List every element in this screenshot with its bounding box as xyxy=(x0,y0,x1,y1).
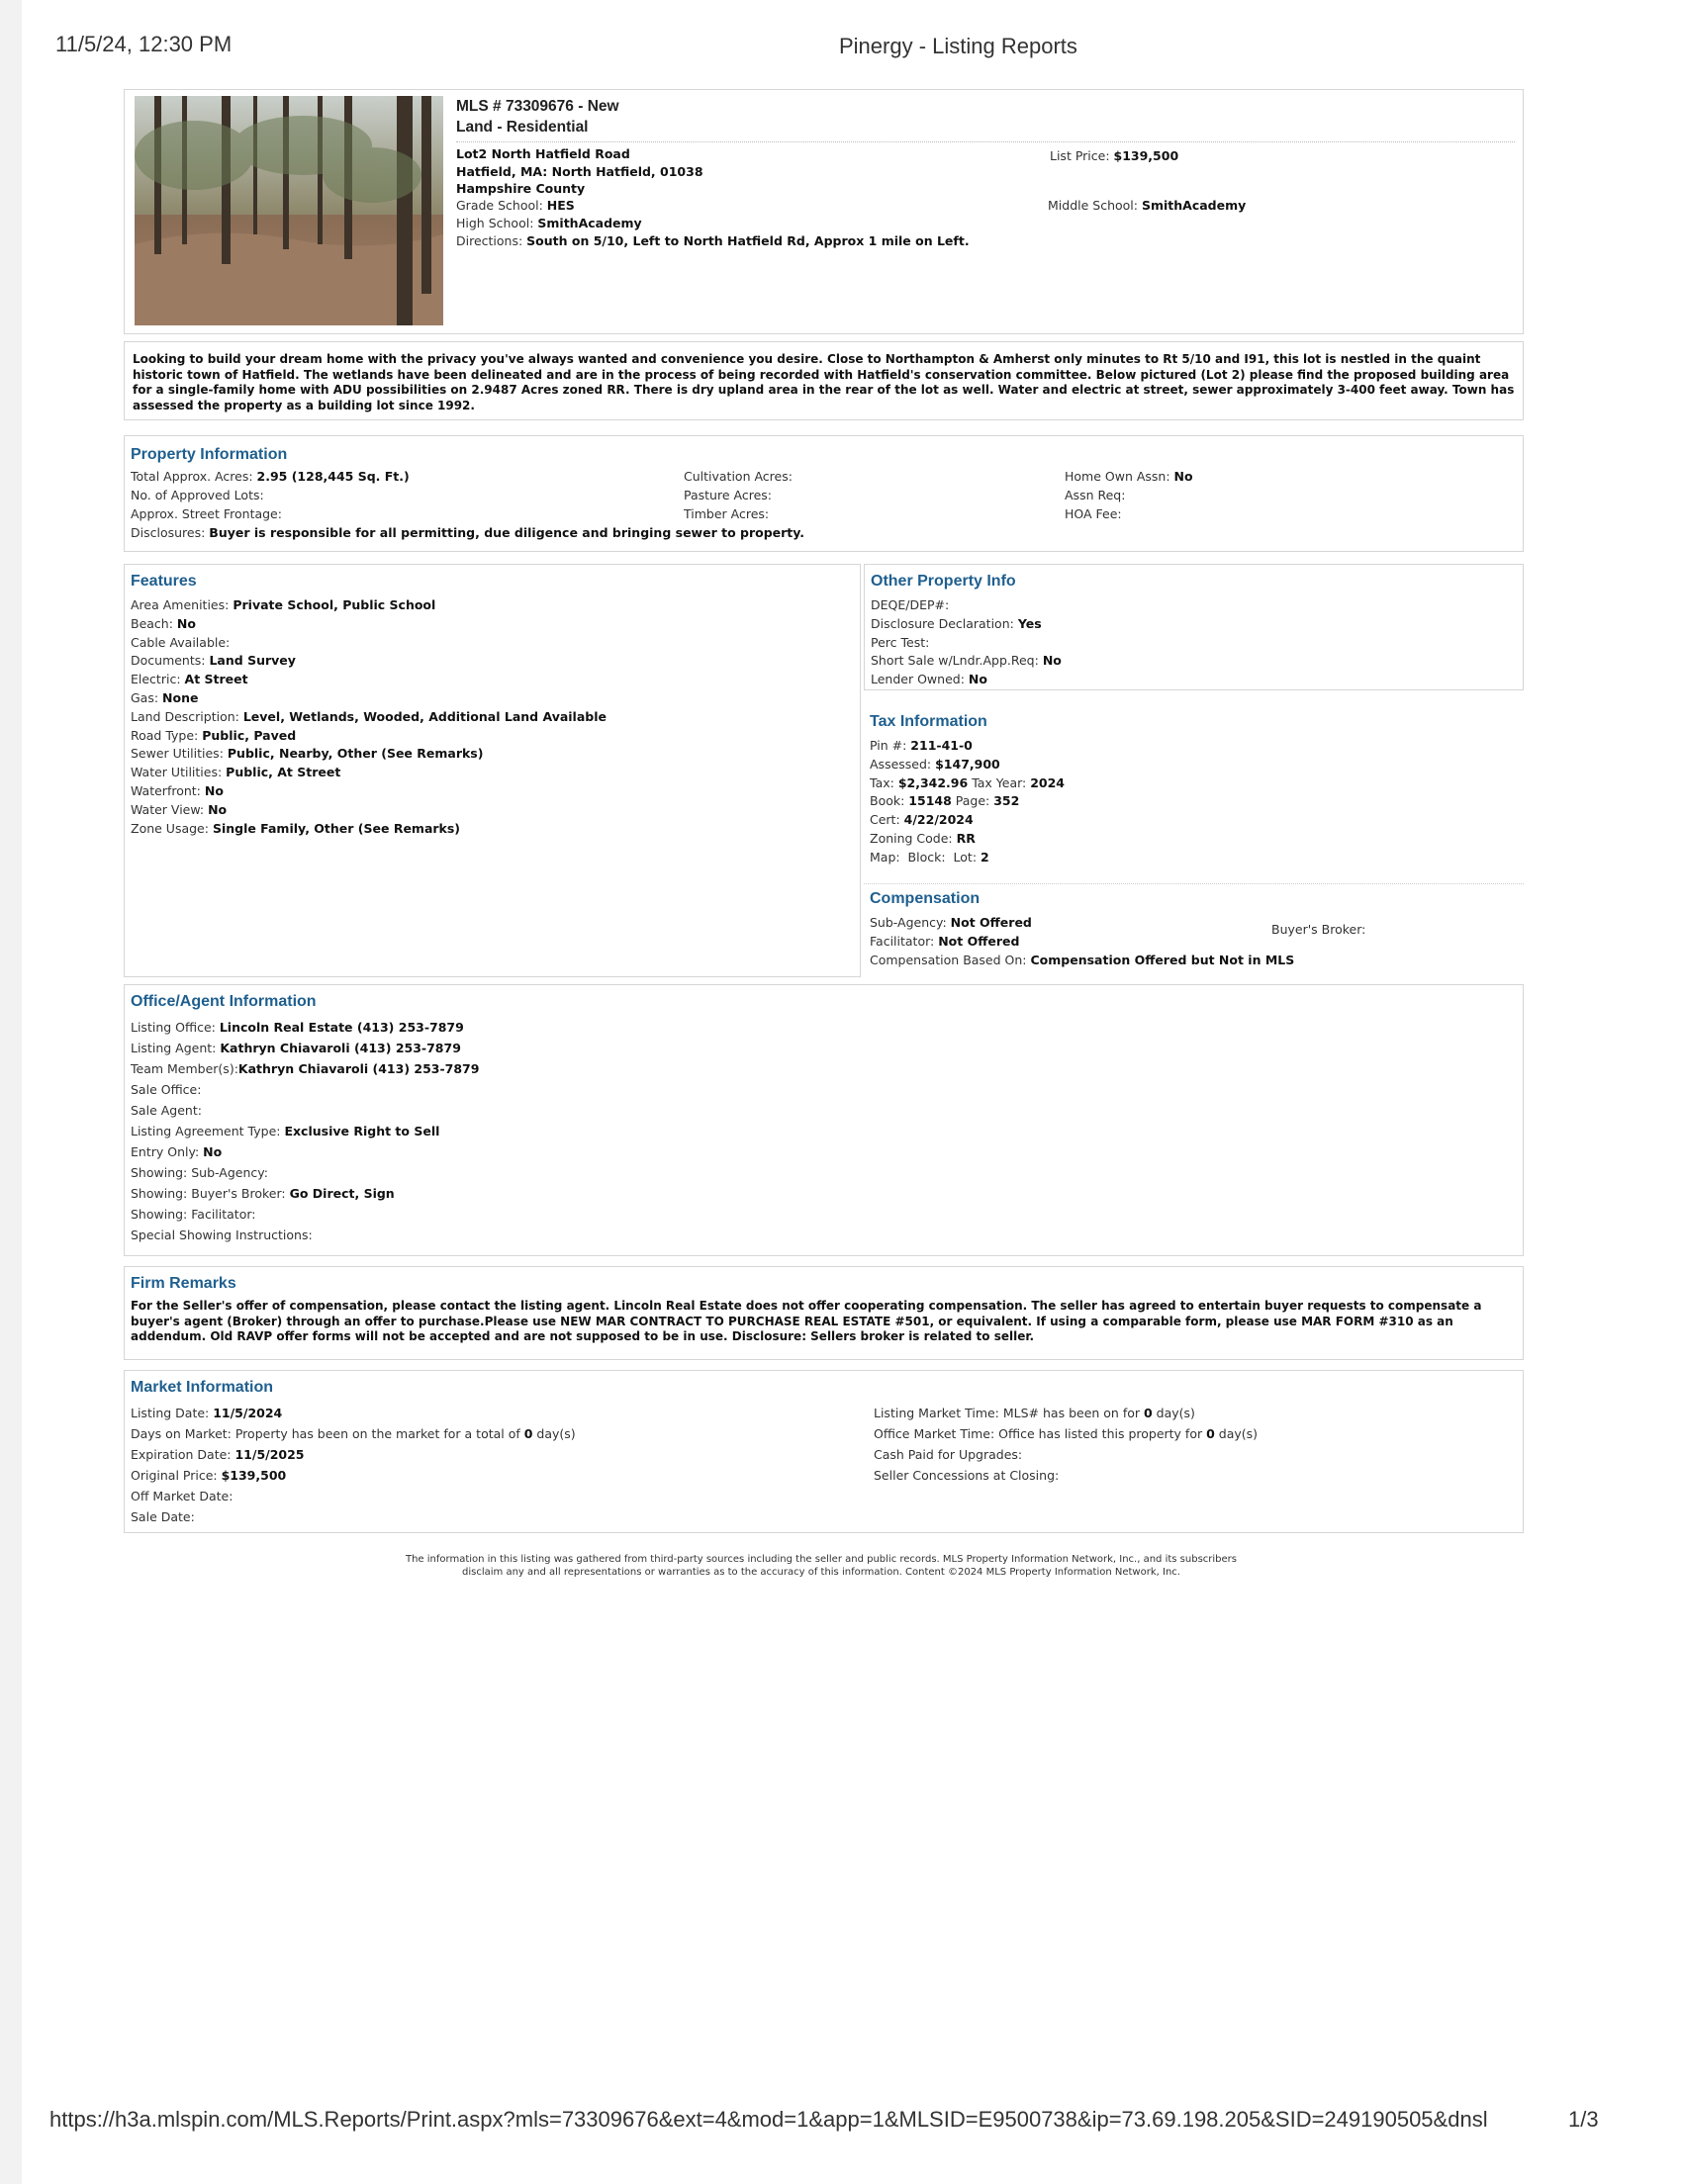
property-field: Pasture Acres: xyxy=(684,487,772,502)
office-agent-information xyxy=(124,984,1524,1256)
field-row: Land Description: Level, Wetlands, Wooded, Additional Land Available xyxy=(131,708,607,724)
field-row: Road Type: Public, Paved xyxy=(131,727,297,743)
field-row: Short Sale w/Lndr.App.Req: No xyxy=(871,653,1062,669)
address-line-2: Hatfield, MA: North Hatfield, 01038 xyxy=(456,163,703,179)
property-field: No. of Approved Lots: xyxy=(131,487,264,502)
property-photo xyxy=(135,96,443,325)
office-market-time: Office Market Time: Office has listed this property for 0 day(s) xyxy=(874,1426,1259,1441)
field-row: Water View: No xyxy=(131,801,228,817)
field-row: Cable Available: xyxy=(131,634,231,650)
field-row: Gas: None xyxy=(131,689,199,705)
tax-information xyxy=(864,707,1524,873)
print-datetime: 11/5/24, 12:30 PM xyxy=(55,32,233,56)
field-row: Sale Agent: xyxy=(131,1103,202,1118)
field-row: Waterfront: No xyxy=(131,782,224,798)
property-field: Timber Acres: xyxy=(684,505,770,521)
page-title: Pinergy - Listing Reports xyxy=(839,34,1077,58)
original-price: Original Price: $139,500 xyxy=(131,1468,287,1483)
field-row: Electric: At Street xyxy=(131,672,248,687)
pin: Pin #: 211-41-0 xyxy=(870,738,973,753)
field-row: Listing Agreement Type: Exclusive Right to Sell xyxy=(131,1124,440,1138)
listing-date: Listing Date: 11/5/2024 xyxy=(131,1406,283,1420)
listing-market-time: Listing Market Time: MLS# has been on for 0 day(s) xyxy=(874,1406,1195,1420)
grade-school: Grade School: HES xyxy=(456,198,575,213)
list-price: List Price: $139,500 xyxy=(1050,148,1179,163)
field-row: Showing: Sub-Agency: xyxy=(131,1165,268,1180)
disclosures: Disclosures: Buyer is responsible for all permitting, due diligence and bringing sewer to property. xyxy=(131,525,805,540)
section-title: Property Information xyxy=(131,446,288,463)
facilitator: Facilitator: Not Offered xyxy=(870,933,1020,949)
field-row: Water Utilities: Public, At Street xyxy=(131,765,341,780)
directions: Directions: South on 5/10, Left to North Hatfield Rd, Approx 1 mile on Left. xyxy=(456,233,970,248)
market-col-1 xyxy=(131,1403,576,1527)
buyers-broker: Buyer's Broker: xyxy=(1271,922,1366,937)
field-row: Entry Only: No xyxy=(131,1144,223,1159)
field-row: DEQE/DEP#: xyxy=(871,597,950,612)
page-number: 1/3 xyxy=(1568,2107,1599,2132)
field-row: Showing: Facilitator: xyxy=(131,1207,256,1222)
property-type: Land - Residential xyxy=(456,119,589,136)
field-row: Sewer Utilities: Public, Nearby, Other (See Remarks) xyxy=(131,746,484,762)
cert: Cert: 4/22/2024 xyxy=(870,812,974,828)
property-field: Assn Req: xyxy=(1065,487,1126,502)
property-col-2 xyxy=(684,468,793,523)
property-field: Home Own Assn: No xyxy=(1065,469,1193,484)
section-title: Features xyxy=(131,573,197,590)
field-row: Perc Test: xyxy=(871,634,930,650)
office-list xyxy=(131,1017,1517,1245)
scan-edge xyxy=(0,0,22,2184)
sale-date: Sale Date: xyxy=(131,1509,195,1524)
county: Hampshire County xyxy=(456,181,586,196)
field-row: Documents: Land Survey xyxy=(131,653,296,669)
other-info-list xyxy=(871,596,1517,689)
assessed: Assessed: $147,900 xyxy=(870,756,1000,772)
firm-remarks xyxy=(124,1266,1524,1360)
divider xyxy=(456,141,1515,142)
section-title: Office/Agent Information xyxy=(131,993,317,1010)
field-row: Disclosure Declaration: Yes xyxy=(871,615,1042,631)
property-field: HOA Fee: xyxy=(1065,505,1122,521)
high-school: High School: SmithAcademy xyxy=(456,216,642,230)
cash-paid-upgrades: Cash Paid for Upgrades: xyxy=(874,1447,1023,1462)
features xyxy=(124,564,861,977)
property-col-1 xyxy=(131,468,410,523)
property-field: Cultivation Acres: xyxy=(684,469,793,484)
field-row: Sale Office: xyxy=(131,1082,202,1097)
field-row: Showing: Buyer's Broker: Go Direct, Sign xyxy=(131,1186,395,1201)
mls-number: MLS # 73309676 - New xyxy=(456,98,619,115)
property-field: Total Approx. Acres: 2.95 (128,445 Sq. Ft.) xyxy=(131,469,410,484)
section-title: Tax Information xyxy=(870,713,987,730)
sub-agency: Sub-Agency: Not Offered xyxy=(870,915,1032,930)
seller-concessions: Seller Concessions at Closing: xyxy=(874,1468,1060,1483)
address-line-1: Lot2 North Hatfield Road xyxy=(456,146,630,161)
zoning-code: Zoning Code: RR xyxy=(870,830,976,846)
market-information xyxy=(124,1370,1524,1533)
public-remarks xyxy=(124,341,1524,420)
disclaimer-line-1: The information in this listing was gathered from third-party sources including the seller and public records. MLS Property Information Network, Inc., and its subscribers xyxy=(405,1554,1237,1565)
firm-remarks-text: For the Seller's offer of compensation, please contact the listing agent. Lincoln Real Estate does not offer cooperating compensation. The seller has agreed to entertain buyer requests to compensate a buyer's agent (Broker) through an offer to purchase.Please use NEW MAR CONTRACT TO PURCHASE REAL ESTATE #501, or equivalent. If using a comparable form, please use MAR FORM #310 as an addendum. Old RAVP offer forms will not be accepted and are not supposed to be in use. Disclosure: Sellers broker is related to seller. xyxy=(131,1299,1482,1344)
disclaimer xyxy=(376,1553,1266,1579)
features-list xyxy=(131,596,854,838)
off-market-date: Off Market Date: xyxy=(131,1489,234,1503)
days-on-market: Days on Market: Property has been on the market for a total of 0 day(s) xyxy=(131,1426,576,1441)
remarks-text: Looking to build your dream home with the privacy you've always wanted and convenience you desire. Close to Northampton & Amherst only minutes to Rt 5/10 and I91, this lot is nestled in the quaint historic town of Hatfield. The wetlands have been delineated and are in the process of being recorded with Hatfield's conservation committee. Below pictured (Lot 2) please find the proposed building area for a single-family home with ADU possibilities on 2.9487 Acres zoned RR. There is dry upland area in the rear of the lot as well. Water and electric at street, sewer approximately 3-400 feet away. Town has assessed the property as a building lot since 1992. xyxy=(133,352,1515,412)
footer-url: https://h3a.mlspin.com/MLS.Reports/Print.aspx?mls=73309676&ext=4&mod=1&app=1&MLSID=E9500738&ip=73.69.198.205&SID=249190505&dnsl xyxy=(49,2107,1488,2132)
listing-header xyxy=(124,89,1524,334)
expiration-date: Expiration Date: 11/5/2025 xyxy=(131,1447,305,1462)
tax: Tax: $2,342.96 Tax Year: 2024 xyxy=(870,774,1066,790)
book-page: Book: 15148 Page: 352 xyxy=(870,793,1020,809)
compensation xyxy=(864,883,1524,977)
property-col-3 xyxy=(1065,468,1193,523)
section-title: Compensation xyxy=(870,890,981,907)
middle-school: Middle School: SmithAcademy xyxy=(1048,198,1247,213)
market-col-2 xyxy=(874,1403,1258,1486)
field-row: Team Member(s):Kathryn Chiavaroli (413) 253-7879 xyxy=(131,1061,480,1076)
property-information xyxy=(124,435,1524,552)
field-row: Zone Usage: Single Family, Other (See Remarks) xyxy=(131,820,461,836)
property-field: Approx. Street Frontage: xyxy=(131,505,282,521)
field-row: Special Showing Instructions: xyxy=(131,1228,313,1242)
field-row: Listing Office: Lincoln Real Estate (413) 253-7879 xyxy=(131,1020,464,1035)
map-block-lot: Map: Block: Lot: 2 xyxy=(870,849,989,864)
section-title: Market Information xyxy=(131,1379,274,1396)
disclaimer-line-2: disclaim any and all representations or warranties as to the accuracy of this information. Content ©2024 MLS Property Information Network, Inc. xyxy=(462,1567,1180,1578)
compensation-based-on: Compensation Based On: Compensation Offered but Not in MLS xyxy=(870,952,1295,967)
field-row: Area Amenities: Private School, Public School xyxy=(131,597,436,612)
other-property-info xyxy=(864,564,1524,690)
section-title: Other Property Info xyxy=(871,573,1016,590)
field-row: Beach: No xyxy=(131,615,196,631)
field-row: Lender Owned: No xyxy=(871,672,987,687)
section-title: Firm Remarks xyxy=(131,1275,236,1292)
field-row: Listing Agent: Kathryn Chiavaroli (413) 253-7879 xyxy=(131,1041,461,1055)
